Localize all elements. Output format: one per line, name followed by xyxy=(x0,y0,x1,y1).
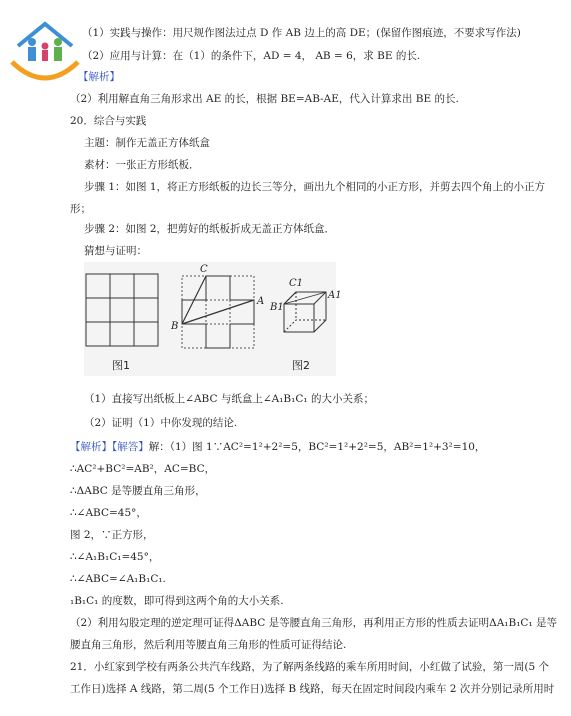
label-A1: A1 xyxy=(328,290,342,301)
cube xyxy=(284,292,326,332)
analysis-text-1: ₁B₁C₁ 的度数，即可得到这两个角的大小关系. xyxy=(70,595,284,607)
q19-part1: （1）实践与操作：用尺规作图法过点 D 作 AB 边上的高 DE；(保留作图痕迹，不要求写作法) xyxy=(82,27,521,39)
fig2-net xyxy=(182,276,254,348)
solution-text-1: 解：（1）图 1∵AC²=1²+2²=5，BC²=1²+2²=5，AB²=1²+3²=10， xyxy=(148,441,486,453)
solution-text-2: ∴AC²+BC²=AB²，AC=BC， xyxy=(70,463,216,475)
solution-text-3: ∴ΔABC 是等腰直角三角形， xyxy=(70,485,206,497)
q20-step1-cont: 形； xyxy=(70,203,91,215)
q20-solution-line1 xyxy=(70,440,485,454)
solution-text-7: ∴∠ABC=∠A₁B₁C₁. xyxy=(70,573,166,585)
label-C: C xyxy=(200,264,208,275)
q20-ask1: （1）直接写出纸板上∠ABC 与纸盒上∠A₁B₁C₁ 的大小关系； xyxy=(84,393,374,405)
q21-line2: 工作日)选择 A 线路，第二周(5 个工作日)选择 B 线路，每天在固定时间段内乘车 2 次并分别记录所用时 xyxy=(70,683,555,695)
q20-heading: 20．综合与实践 xyxy=(70,115,147,127)
q21-line1: 21．小红家到学校有两条公共汽车线路，为了解两条线路的乘车所用时间，小红做了试验，第一周(5 个 xyxy=(70,661,549,673)
q20-step2: 步骤 2：如图 2，把剪好的纸板折成无盖正方体纸盒． xyxy=(84,223,336,235)
analysis-tag: 【解析】 xyxy=(78,71,120,83)
house-family-icon xyxy=(8,18,82,82)
label-A: A xyxy=(257,296,265,307)
figure-svg xyxy=(84,262,342,376)
analysis-text-2a: （2）利用勾股定理的逆定理可证得ΔABC 是等腰直角三角形，再利用正方形的性质去证明ΔA₁B₁C₁ 是等 xyxy=(70,617,558,629)
analysis-text-2b: 腰直角三角形，然后利用等腰直角三角形的性质可证得结论. xyxy=(70,639,347,651)
q20-guess: 猜想与证明： xyxy=(84,245,147,257)
fig2-caption: 图2 xyxy=(292,359,310,372)
label-B1: B1 xyxy=(270,302,284,313)
solution-text-4: ∴∠ABC=45°， xyxy=(70,507,147,519)
label-B: B xyxy=(171,321,179,332)
solution-text-6: ∴∠A₁B₁C₁=45°， xyxy=(70,551,160,563)
label-C1: C1 xyxy=(289,278,304,289)
solution-tag: 【解析】【解答】 xyxy=(70,441,149,453)
q19-part2: （2）应用与计算：在（1）的条件下，AD = 4， AB = 6，求 BE 的长. xyxy=(82,50,421,62)
fig1-caption: 图1 xyxy=(112,359,130,372)
q20-step1: 步骤 1：如图 1，将正方形纸板的边长三等分，画出九个相同的小正方形，并剪去四个角上的小正方 xyxy=(84,181,546,193)
fig1-grid xyxy=(86,274,158,346)
q20-theme: 主题：制作无盖正方体纸盒 xyxy=(84,137,210,149)
q20-material: 素材：一张正方形纸板． xyxy=(84,159,200,171)
solution-text-5: 图 2，∵正方形， xyxy=(70,529,154,541)
q20-ask2: （2）证明（1）中你发现的结论. xyxy=(84,417,238,429)
q19-analysis: （2）利用解直角三角形求出 AE 的长，根据 BE=AB-AE，代入计算求出 BE 的长. xyxy=(70,93,459,105)
figure-panel xyxy=(84,262,342,376)
